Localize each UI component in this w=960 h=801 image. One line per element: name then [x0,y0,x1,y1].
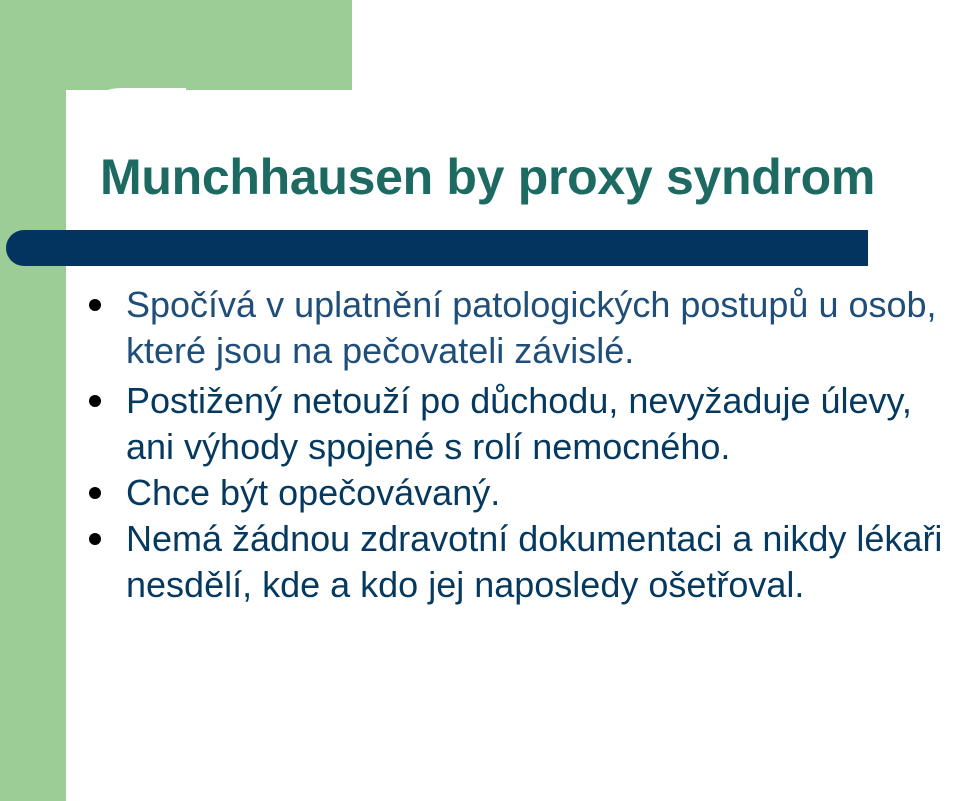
title-underline-bar [6,230,868,266]
decorative-green-band-top [0,0,352,90]
bullet-dot-icon [89,533,101,545]
bullet-item [0,470,950,516]
bullet-dot-icon [89,299,101,311]
bullet-text: Spočívá v uplatnění patologických postupů u osob, které jsou na pečovateli závislé. [126,284,937,371]
bullet-list [0,282,950,608]
bullet-text: Chce být opečovávaný. [126,472,501,513]
bullet-item [0,378,950,470]
bullet-dot-icon [89,487,101,499]
bullet-item [0,282,950,374]
bullet-dot-icon [89,395,101,407]
bullet-text: Postižený netouží po důchodu, nevyžaduje úlevy, ani výhody spojené s rolí nemocného. [126,380,912,467]
bullet-item [0,516,950,608]
slide-title: Munchhausen by proxy syndrom [100,149,876,205]
bullet-text: Nemá žádnou zdravotní dokumentaci a nikdy lékaři nesdělí, kde a kdo jej naposledy ošetřoval. [126,518,943,605]
